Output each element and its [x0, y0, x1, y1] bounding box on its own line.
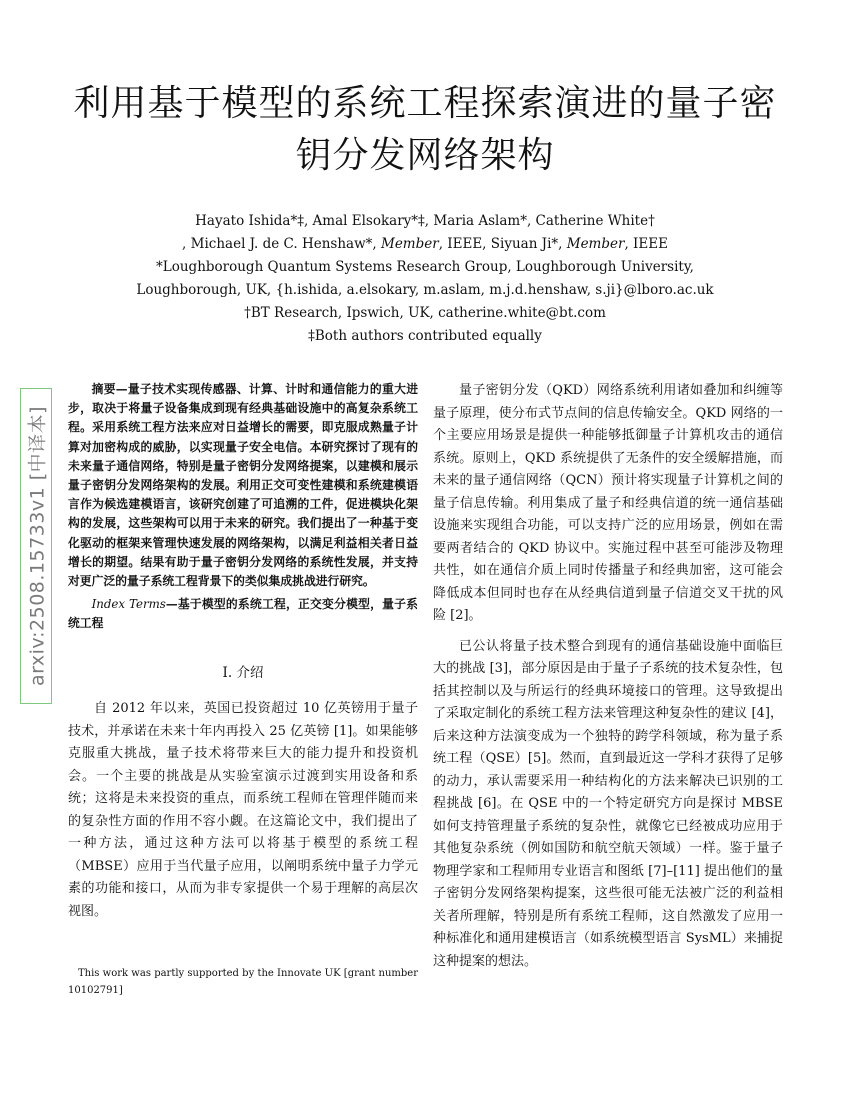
- author-line-2-c: , IEEE: [624, 236, 668, 252]
- affiliation-4: ‡Both authors contributed equally: [308, 328, 542, 344]
- abstract: 摘要—量子技术实现传感器、计算、计时和通信能力的重大进步，取决于将量子设备集成到现有经典基础设施中的高复杂系统工程。采用系统工程方法来应对日益增长的需要，即克服成熟量子计算对加密构成的威胁，以实现量子安全电信。本研究探讨了现有的未来量子通信网络，特别是量子密钥分发网络提案，以建模和展示量子密钥分发网络架构的发展。利用正交可变性建模和系统建模语言作为候选建模语言，该研究创建了可追溯的工件，促进模块化架构的发展，这些架构可以用于未来的研究。我们提出了一种基于变化驱动的框架来管理快速发展的网络架构，以满足利益相关者日益增长的期望。结果有助于量子密钥分发网络的系统性发展，并支持对更广泛的量子系统工程背景下的类似集成挑战进行研究。: [68, 382, 418, 589]
- author-line-2-b: , IEEE, Siyuan Ji*,: [438, 236, 567, 252]
- section-heading-introduction: I. 介绍: [222, 664, 264, 681]
- right-column: [433, 380, 783, 981]
- intro-paragraph-3: 已公认将量子技术整合到现有的通信基础设施中面临巨大的挑战 [3]，部分原因是由于量子子系统的技术复杂性，包括其控制以及与所运行的经典环境接口的管理。这导致提出了采取定制化的系统工程方法来管理这种复杂性的建议 [4]，后来这种方法演变成为一个独特的跨学科领域，称为量子系统工程（QSE）[5]。然而，直到最近这一学科才获得了足够的动力，承认需要采用一种结构化的方法来解决已识别的工程挑战 [6]。在 QSE 中的一个特定研究方向是探讨 MBSE 如何支持管理量子系统的复杂性，就像它已经被成功应用于其他复杂系统（例如国防和航空航天领域）一样。鉴于量子物理学家和工程师用专业语言和图纸 [7]–[11] 提出他们的量子密钥分发网络架构提案，这些很可能无法被广泛的利益相关者所理解，特别是所有系统工程师，这自然激发了应用一种标准化和通用建模语言（如系统模型语言 SysML）来捕捉这种提案的想法。: [433, 638, 783, 969]
- intro-paragraph-1: 自 2012 年以来，英国已投资超过 10 亿英镑用于量子技术，并承诺在未来十年内再投入 25 亿英镑 [1]。如果能够克服重大挑战，量子技术将带来巨大的能力提升和投资机会。一个主要的挑战是从实验室演示过渡到实用设备和系统；这将是未来投资的重点，而系统工程师在管理伴随而来的复杂性方面的作用不容小觑。在这篇论文中，我们提出了一种方法，通过这种方法可以将基于模型的系统工程（MBSE）应用于当代量子应用，以阐明系统中量子力学元素的功能和接口，从而为非专家提供一个易于理解的高层次视图。: [68, 701, 418, 919]
- index-terms: [68, 595, 418, 633]
- index-terms-label: Index Terms: [91, 597, 166, 612]
- intro-paragraph-2: 量子密钥分发（QKD）网络系统利用诸如叠加和纠缠等量子原理，使分布式节点间的信息传输安全。QKD 网络的一个主要应用场景是提供一种能够抵御量子计算机攻击的通信系统。原则上，QKD 系统提供了无条件的安全缓解措施，而未来的量子通信网络（QCN）预计将实现量子计算机之间的量子信息传输。利用集成了量子和经典信道的统一通信基础设施来实现组合功能，可以支持广泛的应用场景，例如在需要两者结合的 QKD 协议中。实施过程中甚至可能涉及物理共性，如在通信介质上同时传播量子和经典加密，这可能会降低成本但同时也存在从经典信道到量子信道交叉干扰的风险 [2]。: [433, 383, 783, 623]
- arxiv-stamp: [20, 388, 52, 704]
- left-column: [68, 380, 418, 931]
- arxiv-stamp-text: arxiv:2508.15733v1 [中译本]: [26, 405, 49, 687]
- author-line-1: Hayato Ishida*‡, Amal Elsokary*‡, Maria Aslam*, Catherine White†: [195, 213, 655, 229]
- funding-footnote: This work was partly supported by the Innovate UK [grant number 10102791]: [68, 968, 418, 996]
- affiliation-2: Loughborough, UK, {h.ishida, a.elsokary, m.aslam, m.j.d.henshaw, s.ji}@lboro.ac.uk: [136, 282, 714, 298]
- index-terms-text: —基于模型的系统工程，正交变分模型，量子系统工程: [68, 597, 418, 631]
- author-line-2-a: , Michael J. de C. Henshaw*,: [182, 236, 381, 252]
- affiliation-1: *Loughborough Quantum Systems Research Group, Loughborough University,: [156, 259, 694, 275]
- member-label-2: Member: [566, 236, 625, 252]
- author-line-2: [100, 233, 750, 256]
- paper-title: 利用基于模型的系统工程探索演进的量子密钥分发网络架构: [73, 83, 777, 176]
- member-label-1: Member: [381, 236, 439, 252]
- affiliation-3: †BT Research, Ipswich, UK, catherine.white@bt.com: [244, 305, 606, 321]
- author-block: [100, 210, 750, 348]
